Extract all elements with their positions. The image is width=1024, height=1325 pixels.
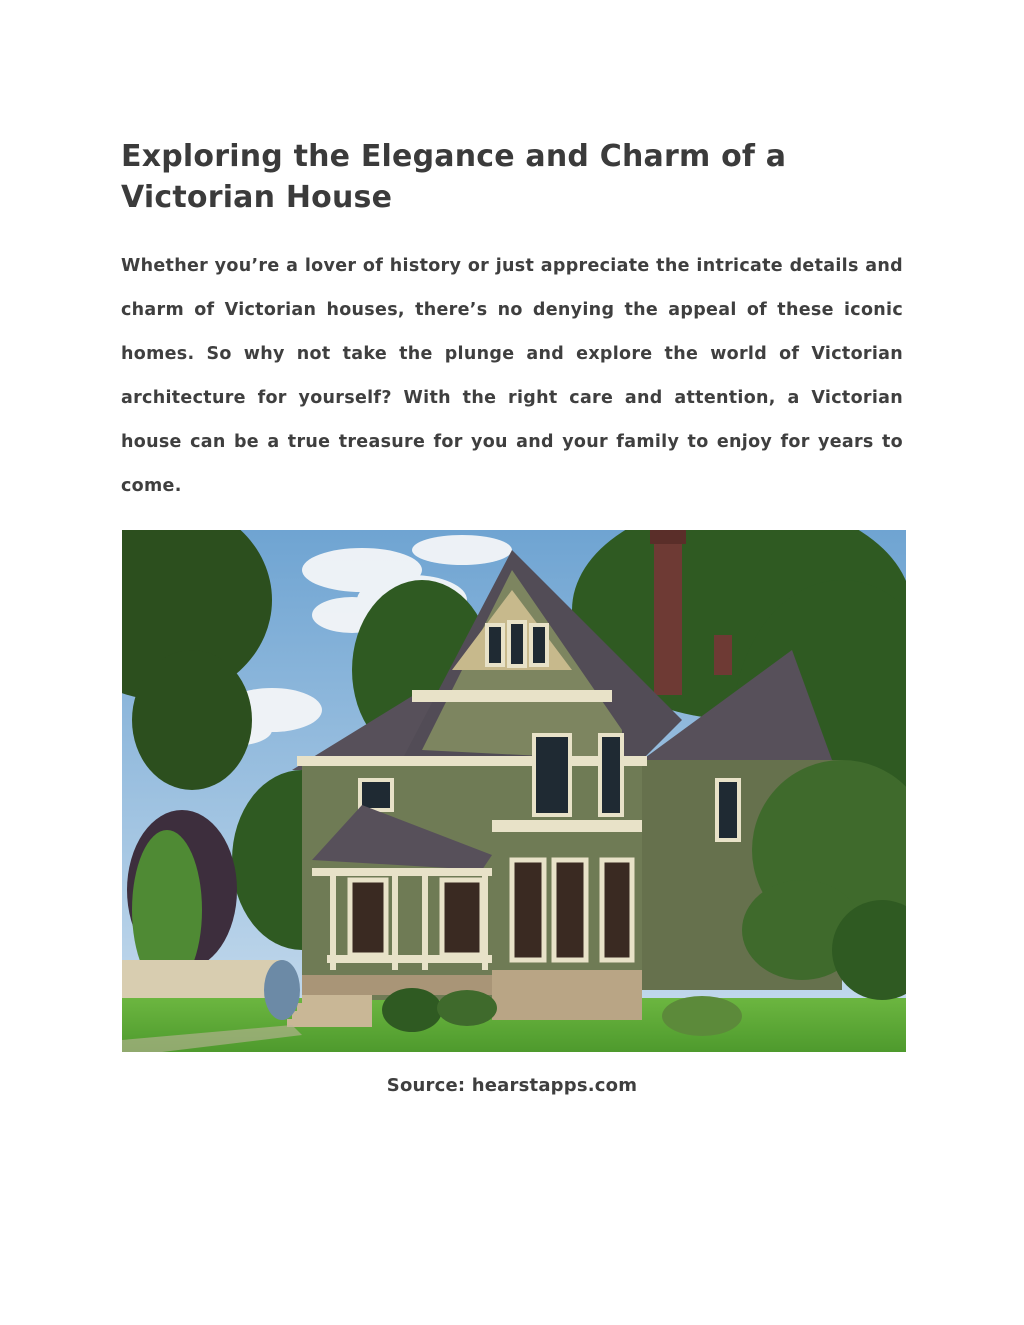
chimney xyxy=(654,535,682,695)
article xyxy=(121,136,903,508)
foundation xyxy=(492,970,642,1020)
image-caption: Source: hearstapps.com xyxy=(386,1075,638,1096)
fence xyxy=(122,960,282,1000)
article-title: Exploring the Elegance and Charm of a Victorian House xyxy=(121,139,787,215)
victorian-house-photo xyxy=(122,530,906,1052)
article-paragraph: Whether you’re a lover of history or just appreciate the intricate details and charm of Victorian houses, there’s no denying the appeal of these iconic homes. So why not take the plunge and explore the world of Victorian architecture for yourself? With the right care and attention, a Victorian house can be a true treasure for you and your family to enjoy for years to come. xyxy=(121,256,903,496)
